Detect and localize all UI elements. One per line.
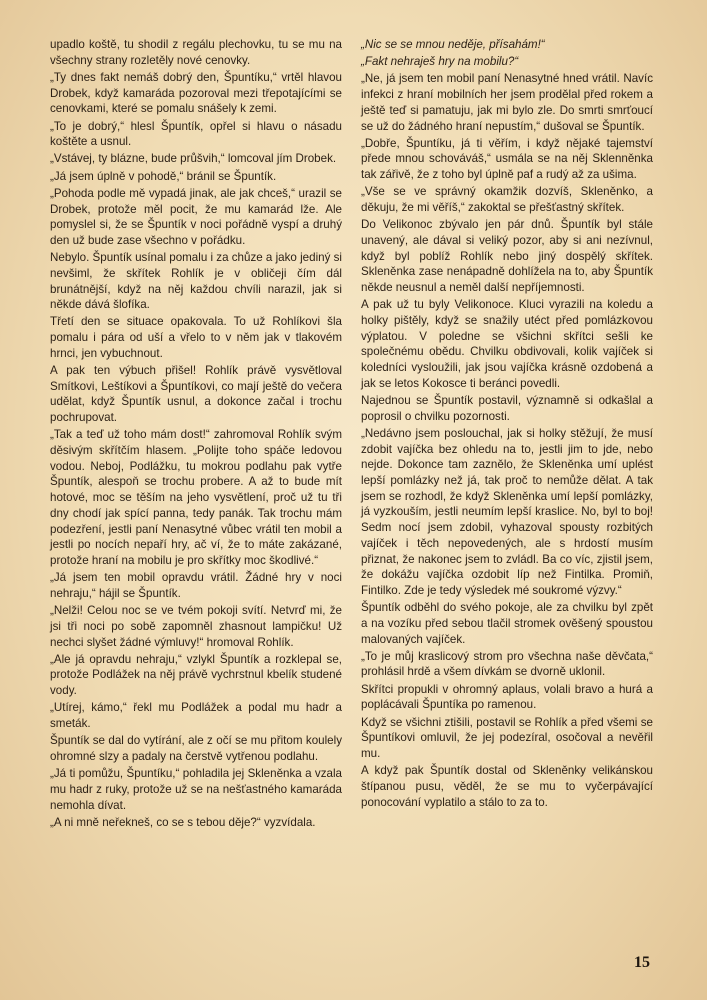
paragraph: Skřítci propukli v ohromný aplaus, volali bravo a hurá a poplácávali Špuntíka po ramenou. [361, 682, 653, 712]
paragraph: upadlo koště, tu shodil z regálu plechovku, tu se mu na všechny strany rozletěly nové cenovky. [50, 38, 342, 67]
paragraph: „Já ti pomůžu, Špuntíku,“ pohladila jej Skleněnka a vzala mu hadr z ruky, protože už se na nešťastného kamaráda nemohla dívat. [50, 767, 342, 812]
paragraph: „Vše se ve správný okamžik dozvíš, Skleněnko, a děkuju, že mi věříš,“ zakoktal se přešťastný skřítek. [361, 185, 653, 215]
paragraph: A pak už tu byly Velikonoce. Kluci vyrazili na koledu a holky pištěly, když se snažily utéct před pomlázkovou výplatou. V poledne se všichni skřítci sešli ke společnému obědu. Chvilku obdivovali, kolik vajíček si koledníci vysloužili, jak jsou vajíčka krásně ozdobená a jak se letos Kokosce ti beránci povedli. [361, 298, 653, 390]
paragraph: „Ale já opravdu nehraju,“ vzlykl Špuntík a rozklepal se, protože Podlážek na něj právě vychrstnul kbelík studené vody. [50, 652, 342, 698]
page-number: 15 [634, 954, 650, 971]
paragraph: „Tak a teď už toho mám dost!“ zahromoval Rohlík svým děsivým skřítčím hlasem. „Polijte toho spáče ledovou vodou. Neboj, Podlážku, tu mokrou podlahu pak vytře Špuntík, alespoň se trochu probere. A až to bude mít hotové, moc se těším na jeho vysvětlení, proč už tu tři dny chodí jak spící panna, tedy panák. Tak trochu mám podezření, jestli paní Nenasytné vůbec vrátil ten mobil a jestli po nocích nepaří hry, ač ví, že to máte zakázané, protože hraní na mobilu je pro skřítky moc škodlivé.“ [50, 428, 342, 567]
paragraph: „Utírej, kámo,“ řekl mu Podlážek a podal mu hadr a smeták. [50, 701, 342, 731]
right-column [361, 37, 653, 812]
paragraph: „Fakt nehraješ hry na mobilu?“ [361, 55, 519, 69]
paragraph: „Já jsem ten mobil opravdu vrátil. Žádné hry v noci nehraju,“ hájil se Špuntík. [50, 571, 342, 600]
paragraph: A pak ten výbuch přišel! Rohlík právě vysvětloval Smítkovi, Leštíkovi a Špuntíkovi, co mají ještě do večera udělat, když Špuntík usnul, a dokonce začal i trochu pochrupovat. [50, 364, 342, 425]
paragraph: Špuntík odběhl do svého pokoje, ale za chvilku byl zpět a na vozíku před sebou tlačil stromek ověšený spoustou malovaných vajíček. [361, 601, 653, 646]
paragraph: „Nic se se mnou neděje, přísahám!“ [361, 38, 545, 51]
paragraph: „Nedávno jsem poslouchal, jak si holky stěžují, že musí zdobit vajíčka bez ohledu na to, jestli jim to jde, nebo nejde. Dokonce tam zaznělo, že Skleněnka umí uplést lepší pomlázky než já, tak proč to nemůže dělat. A tak jsem se rozhodl, že když Skleněnka umí lepší pomlázky, já vyzkouším, jestli neumím lepší kraslice. No, byl to boj! Sedm nocí jsem zdobil, vyhazoval spousty rozbitých vajíček i těch nepovedených, ale s hrdostí musím přiznat, že nakonec jsem to zvládl. Ba co víc, zjistil jsem, že dokážu vajíčka ozdobit líp než Fintilka. Promiň, Fintilko. Zde je tedy výsledek mé soukromé výzvy.“ [361, 426, 653, 597]
paragraph: „A ni mně neřekneš, co se s tebou děje?“ vyzvídala. [50, 815, 316, 829]
paragraph: Třetí den se situace opakovala. To už Rohlíkovi šla pomalu i pára od uší a vřelo to v něm jak v tlakovém hrnci, jen vybuchnout. [50, 315, 342, 360]
paragraph: Nebylo. Špuntík usínal pomalu i za chůze a jako jediný si nevšiml, že skřítek Rohlík je v obličeji čím dál brunátnější, když na něj každou chvíli narazil, jak si někde dává šlofíka. [50, 251, 342, 312]
paragraph: Špuntík se dal do vytírání, ale z očí se mu přitom koulely ohromné slzy a padaly na čerstvě vytřenou podlahu. [50, 734, 342, 763]
paragraph: „To je můj kraslicový strom pro všechna naše děvčata,“ prohlásil hrdě a všem dívkám se dvorně uklonil. [361, 649, 653, 679]
left-column [50, 37, 342, 832]
paragraph: Do Velikonoc zbývalo jen pár dnů. Špuntík byl stále unavený, ale dával si veliký pozor, aby si ani nezívnul, když byl poblíž Rohlík nebo jiný dospělý skřítek. Skleněnka zase nenápadně dohlížela na to, aby Špuntík někde neusnul a neměl další nepříjemnosti. [361, 218, 653, 295]
paragraph: A když pak Špuntík dostal od Skleněnky velikánskou štípanou pusu, věděl, že se mu to vyčerpávající ponocování vyplatilo a stálo to za to. [361, 764, 653, 809]
paragraph: Najednou se Špuntík postavil, významně si odkašlal a poprosil o chvilku pozornosti. [361, 393, 653, 423]
paragraph: „Dobře, Špuntíku, já ti věřím, i když nějaké tajemství přede mnou schováváš,“ usmála se na něj Sklenněnka tak zářivě, že z toho byl úplně paf a rudý až za ušima. [361, 136, 653, 182]
paragraph: „Nelži! Celou noc se ve tvém pokoji svítí. Netvrď mi, že jsi tři noci po sobě zapomněl zhasnout lampičku! Už nechci slyšet žádné výmluvy!“ hromoval Rohlík. [50, 604, 342, 649]
paragraph: „Ne, já jsem ten mobil paní Nenasytné hned vrátil. Navíc infekci z hraní mobilních her jsem prodělal před rokem a ještě teď si pamatuju, jak mi bylo zle. Do smrti smrťoucí se už do žádného hraní nepustím,“ dušoval se Špuntík. [361, 72, 653, 133]
paragraph: Když se všichni ztišili, postavil se Rohlík a před všemi se Špuntíkovi omluvil, že jej podezíral, osočoval a nevěřil mu. [361, 715, 653, 760]
paragraph: „Ty dnes fakt nemáš dobrý den, Špuntíku,“ vrtěl hlavou Drobek, když kamaráda pozoroval mezi třepotajícími se cenovkami, které se pomalu snášely k zemi. [50, 70, 342, 116]
paragraph: „Já jsem úplně v pohodě,“ bránil se Špuntík. [50, 169, 277, 183]
paragraph: „Pohoda podle mě vypadá jinak, ale jak chceš,“ urazil se Drobek, protože měl pocit, že mu kamarád lže. Ale pomyslel si, že se Špuntík v noci pořádně vyspí a druhý den už bude zase všechno v pořádku. [50, 186, 342, 247]
paragraph: „To je dobrý,“ hlesl Špuntík, opřel si hlavu o násadu koštěte a usnul. [50, 119, 342, 149]
paragraph: „Vstávej, ty blázne, bude průšvih,“ lomcoval jím Drobek. [50, 152, 337, 166]
